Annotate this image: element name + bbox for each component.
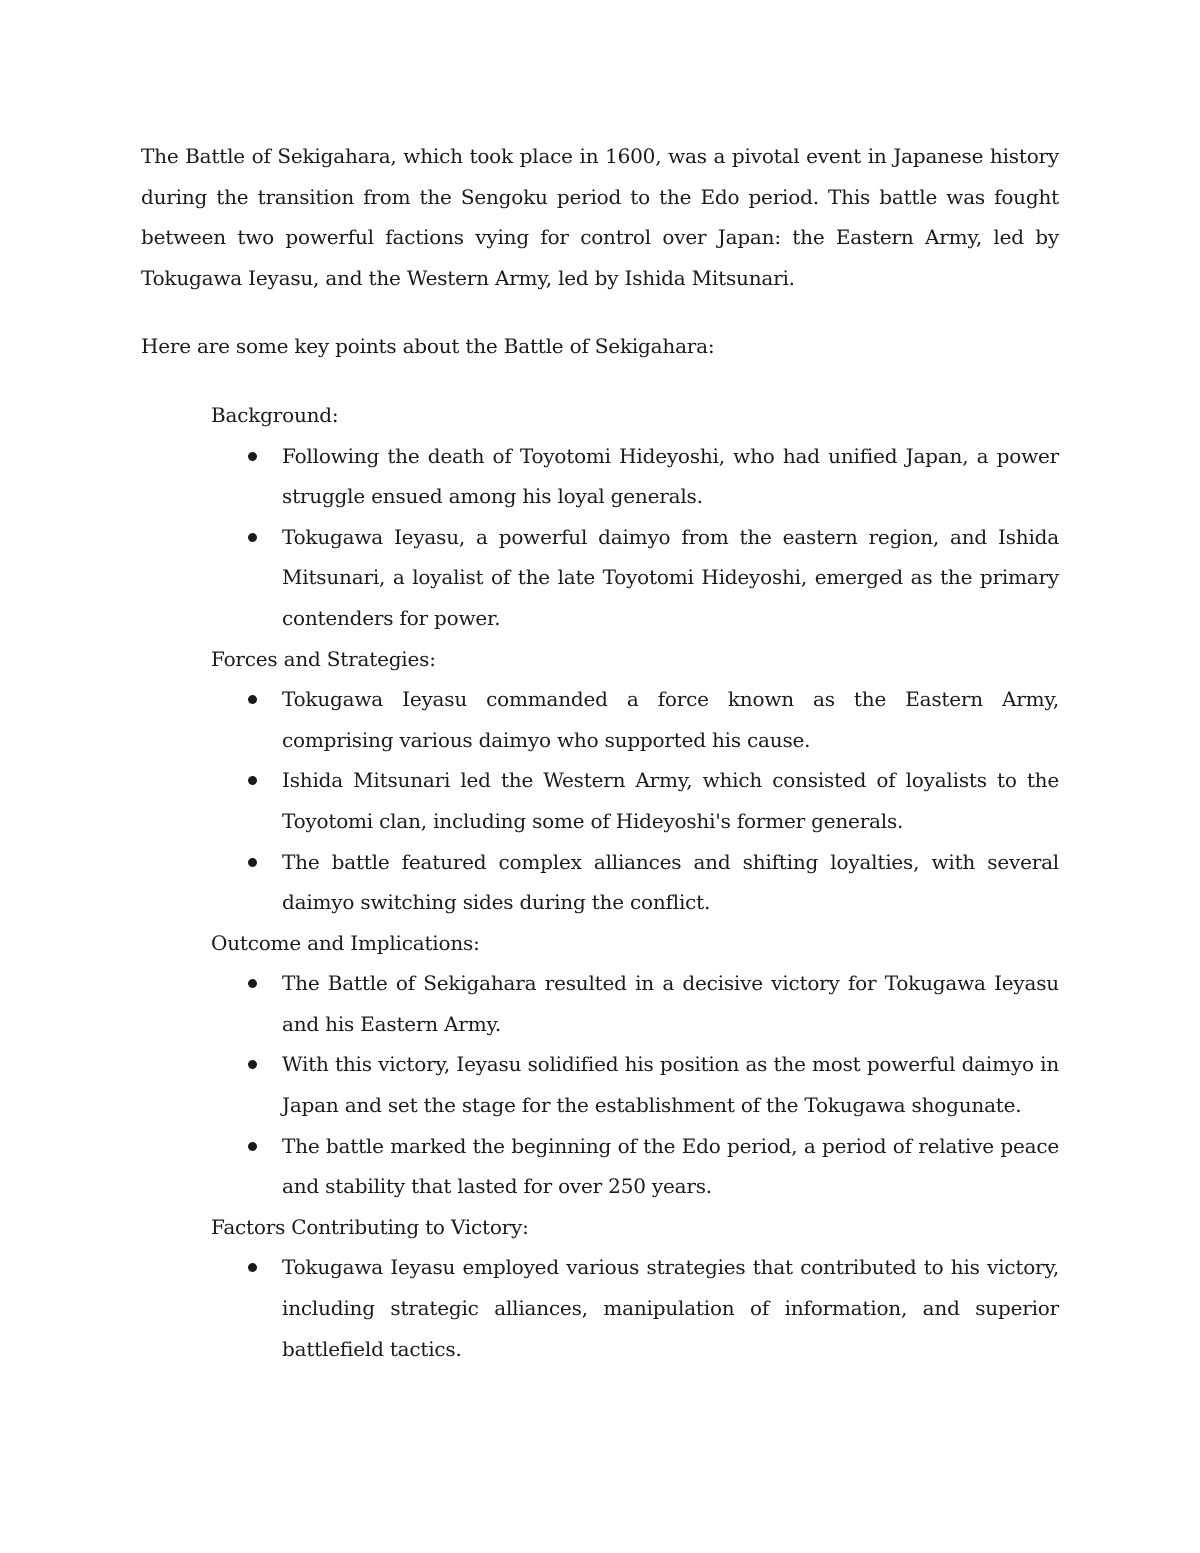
bullet-icon [248, 695, 257, 704]
list-item [282, 842, 1059, 923]
bullet-list [211, 679, 1059, 923]
list-item [282, 436, 1059, 517]
bullet-icon [248, 858, 257, 867]
lead-paragraph: Here are some key points about the Battle of Sekigahara: [141, 334, 715, 359]
section-heading: Outcome and Implications: [211, 930, 480, 955]
list-item-text: Tokugawa Ieyasu commanded a force known as the Eastern Army, comprising various daimyo who supported his cause. [282, 687, 1059, 752]
section-heading: Background: [211, 402, 339, 427]
section-background [211, 395, 1059, 639]
bullet-list [211, 1247, 1059, 1369]
section-factors-contributing-to-victory [211, 1207, 1059, 1369]
list-item [282, 963, 1059, 1044]
section-heading: Forces and Strategies: [211, 646, 436, 671]
list-item [282, 1044, 1059, 1125]
bullet-icon [248, 1142, 257, 1151]
section-heading: Factors Contributing to Victory: [211, 1214, 529, 1239]
document-body [141, 136, 1059, 1369]
list-item [282, 1247, 1059, 1369]
bullet-icon [248, 776, 257, 785]
section-forces-and-strategies [211, 639, 1059, 923]
list-item-text: Tokugawa Ieyasu employed various strategies that contributed to his victory, including strategic alliances, manipulation of information, and superior battlefield tactics. [282, 1255, 1059, 1361]
list-item-text: The Battle of Sekigahara resulted in a decisive victory for Tokugawa Ieyasu and his Eastern Army. [282, 971, 1059, 1036]
list-item [282, 679, 1059, 760]
bullet-list [211, 963, 1059, 1207]
intro-paragraph: The Battle of Sekigahara, which took place in 1600, was a pivotal event in Japanese history during the transition from the Sengoku period to the Edo period. This battle was fought between two powerful factions vying for control over Japan: the Eastern Army, led by Tokugawa Ieyasu, and the Western Army, led by Ishida Mitsunari. [141, 144, 1059, 290]
bullet-list [211, 436, 1059, 639]
bullet-icon [248, 452, 257, 461]
bullet-icon [248, 979, 257, 988]
list-item-text: The battle featured complex alliances and shifting loyalties, with several daimyo switching sides during the conflict. [282, 849, 1059, 915]
bullet-icon [248, 533, 257, 542]
bullet-icon [248, 1060, 257, 1069]
list-item-text: Tokugawa Ieyasu, a powerful daimyo from the eastern region, and Ishida Mitsunari, a loyalist of the late Toyotomi Hideyoshi, emerged as the primary contenders for power. [282, 524, 1059, 630]
list-item [282, 760, 1059, 841]
list-item-text: Following the death of Toyotomi Hideyoshi, who had unified Japan, a power struggle ensued among his loyal generals. [282, 443, 1059, 509]
key-points [141, 395, 1059, 1369]
bullet-icon [248, 1263, 257, 1272]
list-item [282, 517, 1059, 639]
list-item-text: The battle marked the beginning of the Edo period, a period of relative peace and stability that lasted for over 250 years. [282, 1133, 1059, 1199]
section-outcome-and-implications [211, 923, 1059, 1207]
list-item-text: Ishida Mitsunari led the Western Army, which consisted of loyalists to the Toyotomi clan, including some of Hideyoshi's former generals. [282, 768, 1059, 833]
list-item [282, 1126, 1059, 1207]
list-item-text: With this victory, Ieyasu solidified his position as the most powerful daimyo in Japan and set the stage for the establishment of the Tokugawa shogunate. [282, 1052, 1059, 1118]
